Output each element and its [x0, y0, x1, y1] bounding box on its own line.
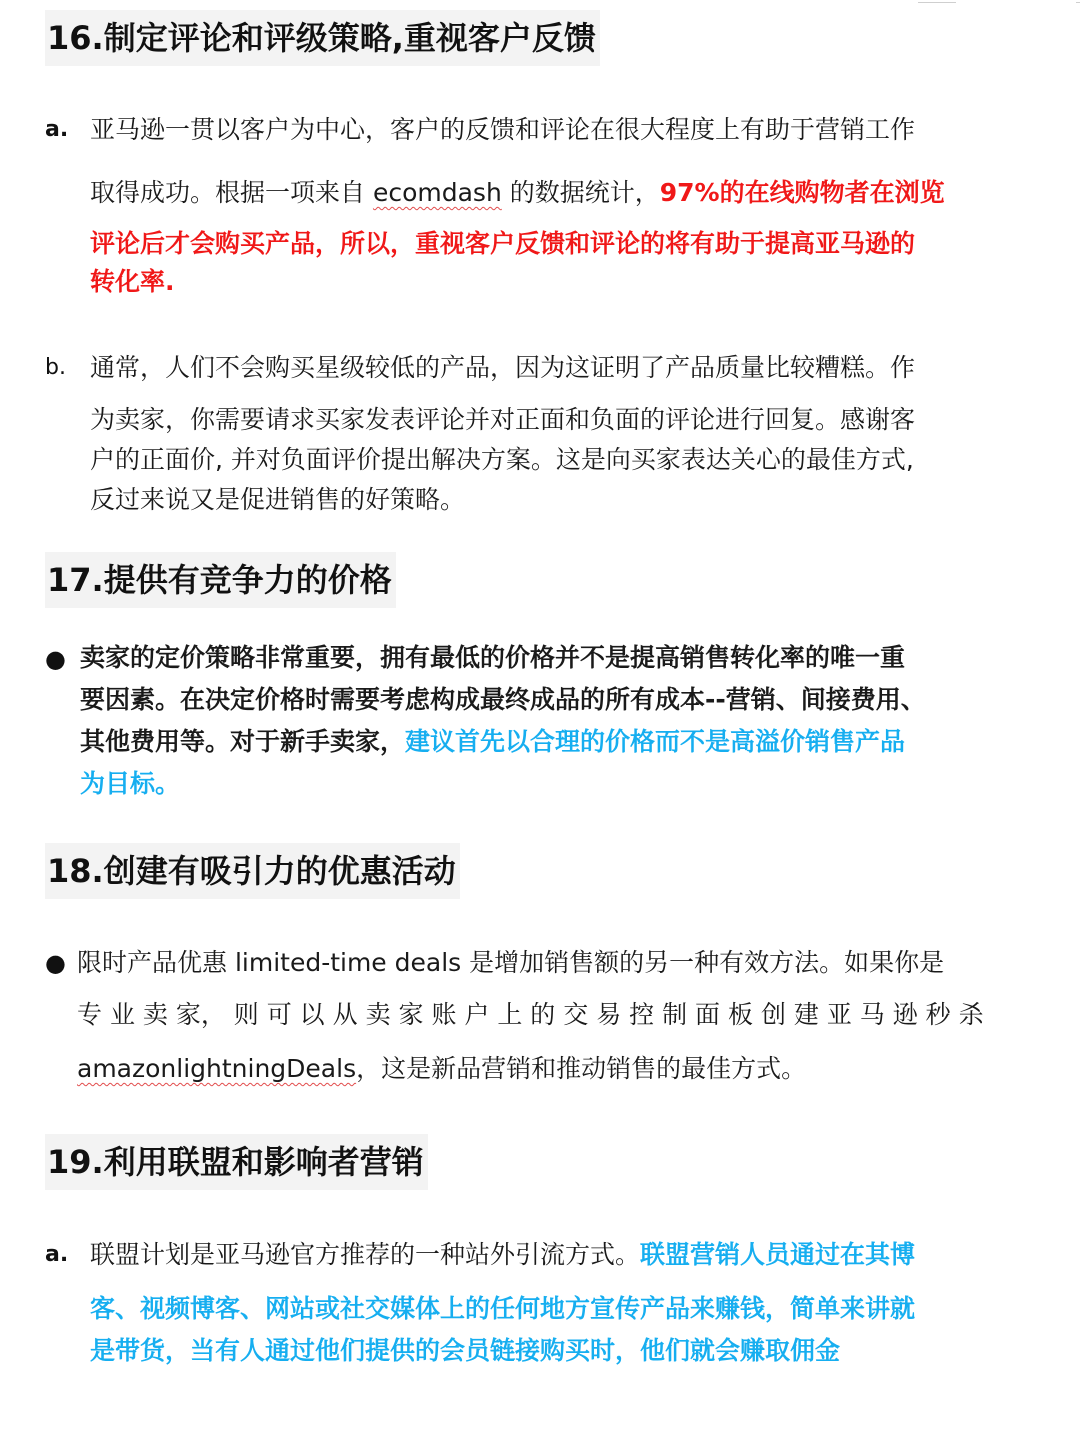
page-top-marks [0, 0, 1080, 4]
section-19-heading: 19.利用联盟和影响者营销 [45, 1134, 428, 1190]
item-text [77, 938, 984, 1094]
item-text [90, 1230, 920, 1368]
text-line: 联盟计划是亚马逊官方推荐的一种站外引流方式。联盟营销人员通过在其博 [90, 1240, 916, 1269]
item-text [80, 636, 926, 804]
highlight-blue: 建议首先以合理的价格而不是高溢价销售产品 [405, 727, 906, 756]
item-text [90, 343, 920, 515]
page-mark-left [918, 2, 956, 3]
text-line: 为卖家，你需要请求买家发表评论并对正面和负面的评论进行回复。感谢客 [90, 405, 916, 434]
text-line: 户的正面价, 并对负面评价提出解决方案。这是向买家表达关心的最佳方式, [90, 445, 914, 474]
highlight-blue: 为目标。 [80, 769, 181, 798]
text-line: 要因素。在决定价格时需要考虑构成最终成品的所有成本--营销、间接费用、 [80, 685, 926, 714]
spellcheck-word: amazonlightningDeals [77, 1054, 357, 1083]
highlight-red: 评论后才会购买产品，所以，重视客户反馈和评论的将有助于提高亚马逊的 [90, 229, 916, 258]
text-line: 卖家的定价策略非常重要，拥有最低的价格并不是提高销售转化率的唯一重 [80, 643, 906, 672]
bullet-marker: ● [45, 645, 66, 673]
highlight-blue: 是带货，当有人通过他们提供的会员链接购买时，他们就会赚取佣金 [90, 1336, 841, 1365]
text-line: 亚马逊一贯以客户为中心，客户的反馈和评论在很大程度上有助于营销工作 [90, 115, 916, 144]
highlight-red: 97%的在线购物者在浏览 [659, 178, 945, 207]
section-17-heading: 17.提供有竞争力的价格 [45, 552, 396, 608]
item-marker: a. [45, 117, 69, 142]
item-text [90, 105, 945, 302]
page-mark-right [1076, 2, 1080, 3]
text-line: amazonlightningDeals，这是新品营销和推动销售的最佳方式。 [77, 1054, 807, 1083]
text-line: 限时产品优惠 limited-time deals 是增加销售额的另一种有效方法。如果你是 [77, 948, 945, 977]
highlight-blue: 联盟营销人员通过在其博 [640, 1240, 916, 1269]
text-line: 专 业 卖 家， 则 可 以 从 卖 家 账 户 上 的 交 易 控 制 面 板 创 建 亚 马 逊 秒 杀 [77, 1000, 984, 1029]
bullet-marker: ● [45, 949, 66, 977]
highlight-blue: 客、视频博客、网站或社交媒体上的任何地方宣传产品来赚钱，简单来讲就 [90, 1294, 916, 1323]
text-line: 反过来说又是促进销售的好策略。 [90, 485, 466, 514]
section-16-heading: 16.制定评论和评级策略,重视客户反馈 [45, 10, 600, 66]
text-line: 通常，人们不会购买星级较低的产品，因为这证明了产品质量比较糟糕。作 [90, 353, 916, 382]
text-line: 其他费用等。对于新手卖家，建议首先以合理的价格而不是高溢价销售产品 [80, 727, 906, 756]
section-18-heading: 18.创建有吸引力的优惠活动 [45, 843, 460, 899]
highlight-red: 转化率. [90, 267, 175, 296]
spellcheck-word: ecomdash [372, 178, 502, 207]
item-marker: b. [45, 355, 66, 380]
item-marker: a. [45, 1242, 69, 1267]
text-line: 取得成功。根据一项来自 ecomdash 的数据统计，97%的在线购物者在浏览 [90, 178, 945, 207]
